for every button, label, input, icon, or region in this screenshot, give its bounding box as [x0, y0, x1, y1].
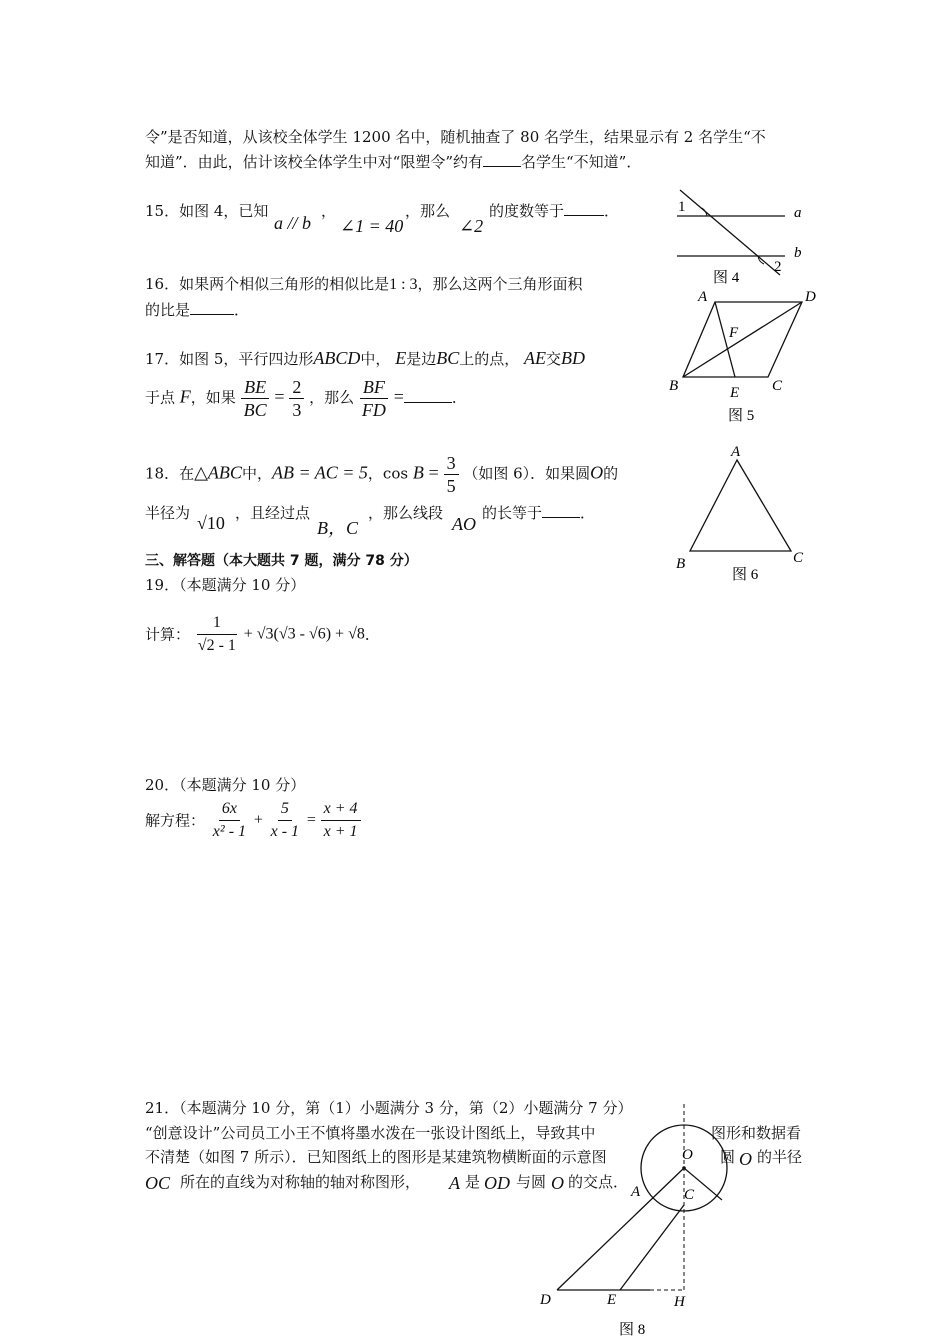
fig4-caption: 图 4 [713, 270, 740, 286]
q21-line3-b: 所在的直线为对称轴的轴对称图形， [180, 1173, 421, 1191]
fig8-label-e: E [607, 1292, 617, 1308]
q18-line2-b: ，且经过点 [235, 504, 311, 522]
q17-frac3-den: FD [361, 400, 386, 420]
q19-end: ． [364, 625, 380, 644]
q19-rest: + √3(√3 - √6) + √8 [243, 625, 365, 643]
q15-text-a: 15．如图 4，已知 [145, 202, 269, 220]
q15-angle1: ∠1 = 40 [340, 216, 404, 236]
q18-line1 [145, 452, 618, 497]
q15-angle2: ∠2 [459, 216, 484, 236]
fig4-label-a: a [794, 205, 802, 221]
q17-fraction-bf-fd [359, 376, 389, 421]
q15-text-c [489, 201, 619, 221]
q18-answer-blank[interactable] [542, 503, 580, 518]
q17-frac3-num: BF [360, 376, 388, 399]
fig5-label-f: F [729, 325, 739, 341]
q17-frac1-num: BE [241, 376, 269, 399]
q17-bd: BD [561, 348, 586, 368]
q21-segment-od: OD [484, 1173, 510, 1193]
q17-fraction-2-3 [289, 376, 304, 421]
q17-frac2-den: 3 [292, 400, 302, 420]
q21-line2-b: 圆 [720, 1148, 736, 1166]
q18-line2-a: 半径为 [145, 504, 191, 522]
section-3-title: 三、解答题（本大题共 7 题，满分 78 分） [145, 553, 418, 569]
q21-circle-o-2: O [551, 1173, 564, 1193]
q20-heading: 20．（本题满分 10 分） [145, 776, 306, 794]
figure-4 [670, 185, 820, 290]
q20-plus: + [253, 811, 263, 829]
q16-ratio: 1 : 3 [389, 276, 418, 293]
q19-calc-label: 计算： [145, 625, 191, 644]
q19-frac-den: √2 - 1 [197, 637, 236, 654]
figure-6 [670, 440, 820, 585]
fig8-segment-od [557, 1168, 684, 1290]
q17-text-e: 交 [546, 350, 562, 368]
fig5-caption: 图 5 [728, 408, 755, 424]
q18-points-bc: B，C [317, 518, 359, 538]
q20-f3-den: x + 1 [323, 823, 358, 840]
q14-text-b: 名学生“不知道”． [521, 153, 642, 171]
q19-heading: 19．（本题满分 10 分） [145, 576, 306, 594]
q21-line2-c: 的半径 [757, 1148, 803, 1166]
q17-text-c: 是边 [406, 350, 437, 368]
q20-fraction-2 [268, 798, 302, 843]
q21-point-a: A [449, 1173, 460, 1193]
q20-equation [145, 798, 361, 843]
figure-8 [530, 1100, 750, 1344]
q21-line3-e: 的交点． [568, 1173, 629, 1191]
figure-5 [665, 285, 830, 425]
q21-line2-a: 不清楚（如图 7 所示）．已知图纸上的图形是某建筑物横断面的示意图 [145, 1148, 607, 1166]
q18-line2-d-label: 的长等于 [482, 504, 543, 522]
q14-text-a: 知道”．由此，估计该校全体学生中对“限塑令”约有 [145, 153, 484, 171]
q17-end: ． [451, 388, 467, 407]
q17-abcd: ABCD [313, 348, 361, 368]
fig4-label-2: 2 [774, 259, 782, 275]
q21-circle-o: O [739, 1149, 752, 1169]
q21-line3-d: 与圆 [516, 1173, 547, 1191]
q15-text-b: ，那么 [405, 202, 451, 220]
fig5-label-a: A [698, 289, 708, 305]
q21-line3-c: 是 [465, 1173, 481, 1191]
q18-segment-ao: AO [452, 514, 476, 534]
q17-e: E [395, 348, 407, 368]
q17-frac1-den: BC [243, 400, 267, 420]
q17-frac2-num: 2 [289, 376, 304, 399]
q18-frac-den: 5 [446, 476, 456, 496]
q17-line1 [145, 348, 585, 369]
fig5-label-e: E [730, 385, 740, 401]
fig4-transversal [680, 190, 780, 275]
q19-expression [145, 612, 380, 657]
q21-segment-oc: OC [145, 1173, 171, 1193]
q20-equals: = [306, 811, 316, 829]
q16-text-b: ，那么这两个三角形面积 [417, 275, 583, 293]
q16-line1 [145, 274, 583, 295]
q18-fraction-3-5 [444, 452, 459, 497]
q18-line2-c: ，那么线段 [368, 504, 444, 522]
q16-text-line2: 的比是 [145, 301, 191, 319]
q18-text-e: 的 [603, 464, 619, 483]
q17-f: F [179, 386, 191, 407]
q20-fraction-3 [321, 798, 361, 843]
q20-f1-num: 6x [219, 798, 240, 821]
q17-equals: = [274, 386, 285, 407]
q18-equals: = [428, 462, 439, 483]
q17-line2 [145, 376, 467, 421]
fig6-label-a: A [731, 444, 741, 460]
q20-f2-num: 5 [278, 798, 292, 821]
q18-sqrt10: √10 [197, 513, 225, 533]
fig8-center-dot [682, 1166, 686, 1170]
fig4-label-1: 1 [678, 199, 686, 215]
q16-text-a: 16．如果两个相似三角形的相似比是 [145, 275, 390, 293]
q15-text-c-label: 的度数等于 [489, 202, 565, 220]
fig5-label-c: C [772, 378, 783, 394]
fig6-label-b: B [676, 556, 686, 572]
q18-text-c: ，cos [367, 464, 409, 483]
fig8-label-a: A [631, 1184, 641, 1200]
fig8-label-o: O [682, 1147, 693, 1163]
q17-text-d: 上的点， [459, 350, 520, 368]
q19-frac-num: 1 [197, 612, 237, 635]
q19-fraction [195, 612, 239, 657]
q17-text-b: 中， [360, 350, 391, 368]
q18-condition: AB = AC = 5 [271, 462, 368, 483]
q17-line2-a: 于点 [145, 388, 176, 407]
q18-circle-o: O [590, 462, 604, 483]
fig8-segment-ce [620, 1205, 684, 1290]
q17-bc: BC [436, 348, 460, 368]
q20-f3-num: x + 4 [321, 798, 361, 821]
q17-text-a: 17．如图 5，平行四边形 [145, 350, 314, 368]
fig4-label-b: b [794, 245, 802, 261]
fig8-label-c: C [684, 1187, 695, 1203]
q16-answer-blank[interactable] [190, 300, 234, 315]
q17-line2-b: ，如果 [190, 388, 236, 407]
q21-line1-a: “创意设计”公司员工小王不慎将墨水泼在一张设计图纸上，导致其中 [145, 1124, 596, 1142]
q17-equals-2: = [393, 386, 404, 407]
fig5-label-b: B [669, 378, 679, 394]
q17-line2-c: ，那么 [309, 388, 355, 407]
q18-triangle: △ABC [194, 462, 242, 483]
q20-f1-den: x² - 1 [212, 823, 247, 840]
q15-text [145, 201, 268, 221]
q18-text-d: （如图 6）．如果圆 [463, 464, 591, 483]
q20-label: 解方程： [145, 811, 206, 830]
fig5-label-d: D [805, 289, 816, 305]
q17-fraction-be-bc [241, 376, 270, 421]
q14-line1: 令”是否知道，从该校全体学生 1200 名中，随机抽查了 80 名学生，结果显示有 2 名学生“不 [145, 128, 766, 146]
q15-sep: ， [321, 202, 337, 220]
q15-answer-blank[interactable] [564, 201, 604, 216]
q16-end: ． [234, 301, 250, 319]
q21-heading: 21．（本题满分 10 分，第（1）小题满分 3 分，第（2）小题满分 7 分） [145, 1099, 633, 1117]
q18-line2-d [482, 503, 595, 523]
q18-frac-num: 3 [444, 452, 459, 475]
fig6-triangle [690, 460, 791, 551]
q18-text-a: 18．在 [145, 464, 195, 483]
fig8-label-h: H [674, 1294, 685, 1310]
fig8-caption: 图 8 [619, 1322, 646, 1338]
q15-parallel: a // b [274, 213, 312, 233]
q18-text-b: 中， [241, 464, 272, 483]
q18-end: ． [580, 504, 596, 522]
q14-answer-blank[interactable] [483, 152, 521, 167]
q17-answer-blank[interactable] [404, 388, 452, 403]
q20-f2-den: x - 1 [270, 823, 300, 840]
fig8-label-d: D [540, 1292, 551, 1308]
q18-angle-b: B [412, 462, 424, 483]
fig6-caption: 图 6 [732, 567, 759, 583]
q15-end: ． [604, 202, 620, 220]
q14-line2 [145, 152, 641, 172]
fig5-diagonal-bd [683, 302, 802, 377]
fig6-label-c: C [793, 550, 804, 566]
q20-fraction-1 [210, 798, 249, 843]
q16-line2 [145, 300, 249, 320]
q17-ae: AE [524, 348, 547, 368]
q21-line1-b: 图形和数据看 [711, 1124, 802, 1142]
